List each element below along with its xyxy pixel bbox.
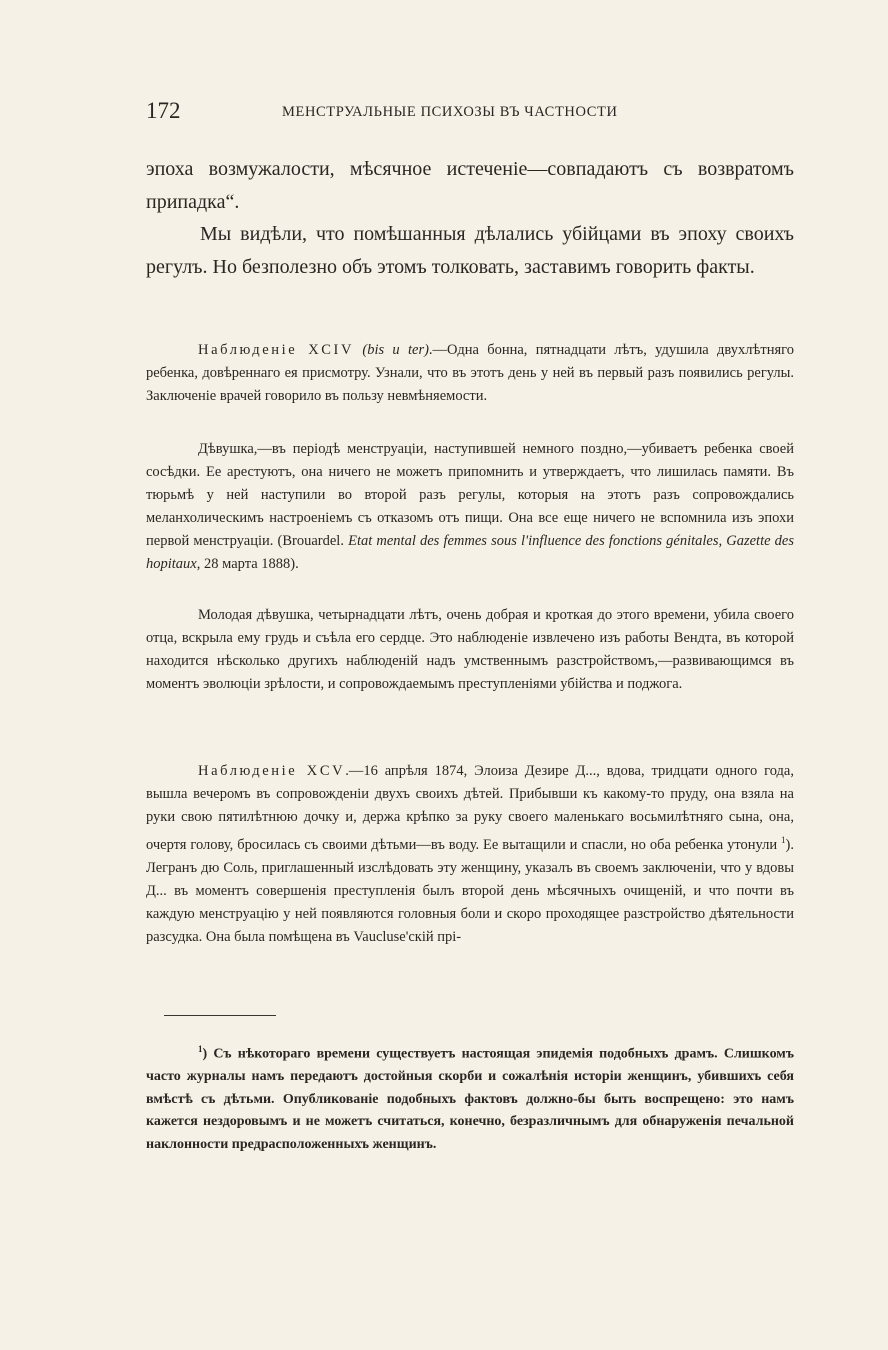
page-number: 172 [146, 98, 181, 123]
observation-95 [146, 760, 794, 949]
paragraph-young-girl-text: Молодая дѣвушка, четырнадцати лѣтъ, очень добрая и кроткая до этого времени, убила своего отца, вскрыла ему грудь и съѣла его сердце. Это наблюденіе извлечено изъ работы Вендта, въ которой находится нѣсколько другихъ наблюденій надъ умственнымъ разстройствомъ,—развивающимся въ моментъ эволюціи зрѣлости, и сопровождаемымъ преступленіями убійства и поджога. [146, 607, 794, 692]
paragraph-girl [146, 438, 794, 576]
observation-94-text: .—Одна бонна, пятнадцати лѣтъ, удушила двухлѣтняго ребенка, довѣреннаго ея присмотру. Узнали, что въ этотъ день у ней въ первый разъ появились регулы. Заключеніе врачей говорило въ пользу невмѣняемости. [146, 342, 794, 404]
intro-paragraph-1: эпоха возмужалости, мѣсячное истеченіе—совпадаютъ съ возвратомъ припадка“. [146, 158, 794, 213]
footnote-separator [164, 1015, 276, 1016]
intro-paragraph-2: Мы видѣли, что помѣшанныя дѣлались убійцами въ эпоху своихъ регулъ. Но безполезно объ этомъ толковать, заставимъ говорить факты. [146, 223, 794, 278]
observation-94-label: Наблюденіе XCIV [198, 342, 355, 358]
running-title: МЕНСТРУАЛЬНЫЕ ПСИХОЗЫ ВЪ ЧАСТНОСТИ [282, 104, 618, 120]
observation-94-label-paren: (bis и ter) [362, 342, 429, 358]
citation-end: , 28 марта 1888). [196, 556, 299, 572]
citation-italic: Etat mental des femmes sous l'influence des fonctions génitales, Gazette des hopitaux [146, 533, 795, 572]
observation-94-paragraph [146, 339, 794, 408]
footnote [146, 1038, 794, 1156]
observation-95-label: Наблюденіе XCV [198, 763, 346, 779]
paragraph-young-girl [146, 604, 794, 696]
paragraph-girl-text [146, 438, 794, 576]
observation-95-text-b: ). Легранъ дю Соль, приглашенный изслѣдовать эту женщину, указалъ въ своемъ заключеніи, что у вдовы Д... въ моментъ совершенія преступленія былъ второй день мѣсячныхъ очищеній, и что почти въ каждую менструацію у ней появляются головныя боли и скоро проходящее разстройство дѣятельности разсудка. Она была помѣщена въ Vaucluse'скій прі- [146, 836, 794, 945]
footnote-text: ) Съ нѣкотораго времени существуетъ настоящая эпидемія подобныхъ драмъ. Слишкомъ часто журналы намъ передаютъ достойныя скорби и сожалѣнія исторіи женщинъ, убившихъ себя вмѣстѣ съ дѣтьми. Опубликованіе подобныхъ фактовъ должно-бы быть воспрещено: это намъ кажется нездоровымъ и не можетъ считаться, конечно, безразличнымъ для обнаруженія печальной наклонности предрасположенныхъ женщинъ. [146, 1046, 794, 1152]
page-header [146, 98, 796, 128]
observation-95-paragraph [146, 760, 794, 949]
observation-94 [146, 339, 794, 408]
footnote-mark: 1 [198, 1044, 203, 1054]
intro-section [146, 153, 794, 283]
observation-95-text-a: .—16 апрѣля 1874, Элоиза Дезире Д..., вдова, тридцати одного года, вышла вечеромъ въ сопровожденіи двухъ своихъ дѣтей. Прибывши къ какому-то пруду, она взяла на руки свою пятилѣтнюю дочку и, держа крѣпко за руку своего маленькаго восьмилѣтняго сына, она, очертя голову, бросилась съ своими дѣтьми—въ воду. Ее вытащили и спасли, но оба ребенка утонули [146, 763, 794, 853]
paragraph-girl-body: Дѣвушка,—въ періодѣ менструаціи, наступившей немного поздно,—убиваетъ ребенка своей сосѣдки. Ее арестуютъ, она ничего не можетъ припомнить и утверждаетъ, что лишилась памяти. Въ тюрьмѣ у ней наступили во второй разъ регулы, которыя на этотъ разъ сопровождались меланхолическимъ настроеніемъ съ отказомъ отъ пищи. Она все еще ничего не вспомнила изъ эпохи первой менструаціи. (Brouardel. [146, 441, 794, 549]
footnote-reference: 1 [781, 835, 786, 845]
footnote-paragraph [146, 1038, 794, 1156]
